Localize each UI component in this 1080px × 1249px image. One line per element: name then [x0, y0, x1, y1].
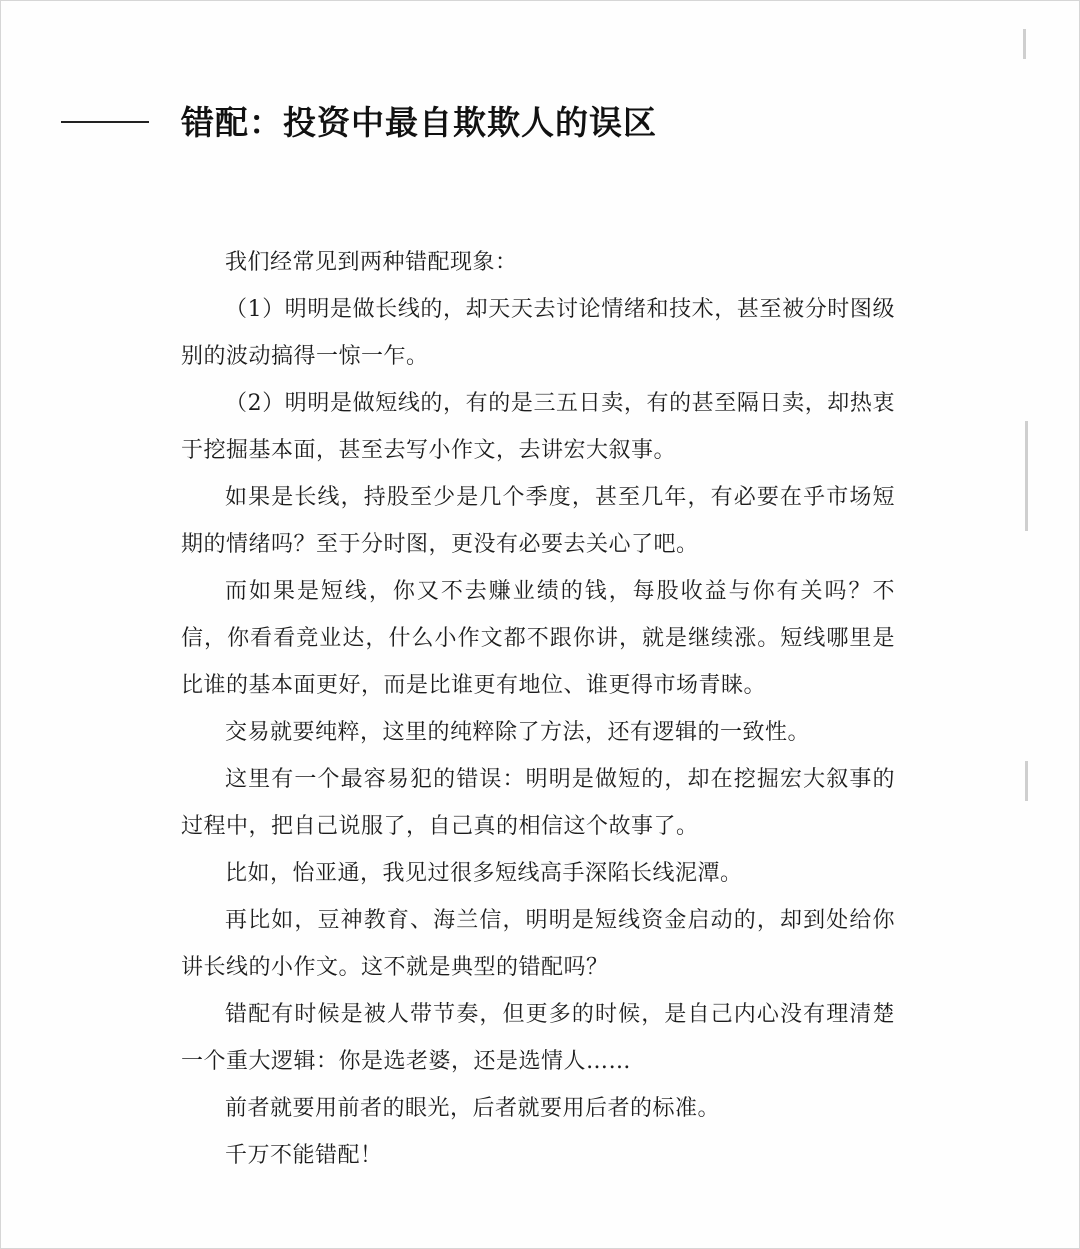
- paragraph: 错配有时候是被人带节奏，但更多的时候，是自己内心没有理清楚一个重大逻辑：你是选老婆，还是选情人……: [181, 1002, 895, 1074]
- paragraph: 交易就要纯粹，这里的纯粹除了方法，还有逻辑的一致性。: [225, 720, 811, 745]
- paragraph: （1）明明是做长线的，却天天去讨论情绪和技术，甚至被分时图级别的波动搞得一惊一乍。: [181, 297, 895, 369]
- paragraph: 这里有一个最容易犯的错误：明明是做短的，却在挖掘宏大叙事的过程中，把自己说服了，自己真的相信这个故事了。: [181, 767, 895, 839]
- scan-edge-mark: [1025, 421, 1028, 531]
- paragraph: 比如，怡亚通，我见过很多短线高手深陷长线泥潭。: [225, 861, 743, 886]
- paragraph: 前者就要用前者的眼光，后者就要用后者的标准。: [225, 1096, 721, 1121]
- page-title: 错配：投资中最自欺欺人的误区: [181, 103, 657, 142]
- paragraph: 再比如，豆神教育、海兰信，明明是短线资金启动的，却到处给你讲长线的小作文。这不就是典型的错配吗？: [181, 908, 895, 980]
- body-text: [181, 239, 895, 1179]
- scan-edge-mark: [1023, 29, 1026, 59]
- paragraph: 千万不能错配！: [225, 1143, 383, 1168]
- title-rule: [61, 121, 149, 123]
- paragraph: 而如果是短线，你又不去赚业绩的钱，每股收益与你有关吗？不信，你看看竞业达，什么小作文都不跟你讲，就是继续涨。短线哪里是比谁的基本面更好，而是比谁更有地位、谁更得市场青睐。: [181, 579, 895, 698]
- paragraph: 我们经常见到两种错配现象：: [225, 250, 518, 275]
- paragraph: 如果是长线，持股至少是几个季度，甚至几年，有必要在乎市场短期的情绪吗？至于分时图，更没有必要去关心了吧。: [181, 485, 895, 557]
- paragraph: （2）明明是做短线的，有的是三五日卖，有的甚至隔日卖，却热衷于挖掘基本面，甚至去写小作文，去讲宏大叙事。: [181, 391, 895, 463]
- scan-edge-mark: [1025, 761, 1028, 801]
